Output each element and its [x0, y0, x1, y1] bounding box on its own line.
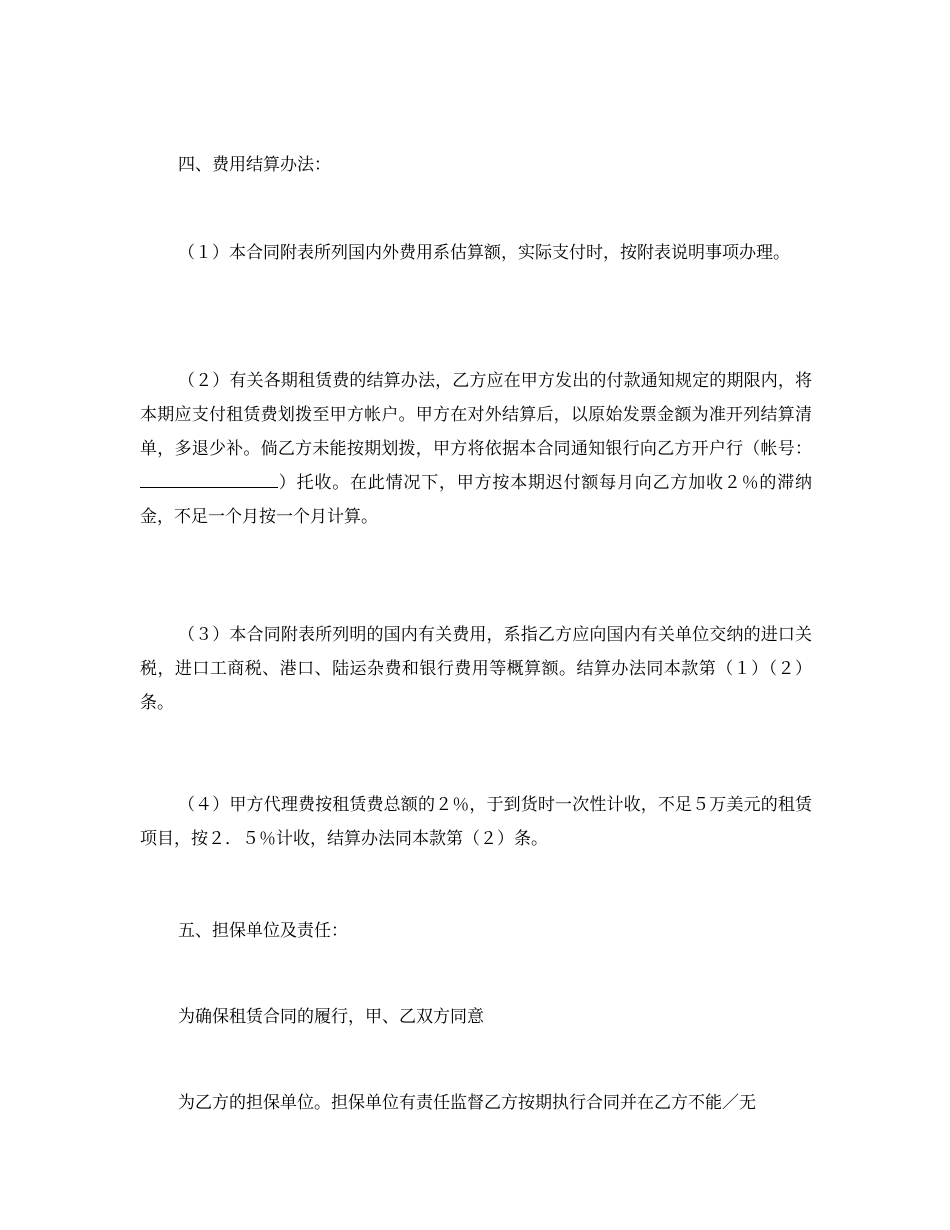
clause-3: （３）本合同附表所列明的国内有关费用，系指乙方应向国内有关单位交纳的进口关税，进口工商税、港口、陆运杂费和银行费用等概算额。结算办法同本款第（１）（２）条。 [140, 625, 812, 713]
section-4-heading: 四、费用结算办法： [178, 155, 331, 175]
clause-1: （１）本合同附表所列国内外费用系估算额，实际支付时，按附表说明事项办理。 [178, 243, 790, 263]
clause-4: （４）甲方代理费按租赁费总额的２％，于到货时一次性计收，不足５万美元的租赁项目，按２．５％计收，结算办法同本款第（２）条。 [140, 795, 812, 849]
clause-2-text-before-account: （２）有关各期租赁费的结算办法，乙方应在甲方发出的付款通知规定的期限内，将本期应支付租赁费划拨至甲方帐户。甲方在对外结算后，以原始发票金额为准开列结算清单，多退少补。倘乙方未能按期划拨，甲方将依据本合同通知银行向乙方开户行（帐号： [140, 371, 812, 459]
section-5-heading: 五、担保单位及责任： [178, 921, 348, 941]
clause-2-text-after-account: ）托收。在此情况下，甲方按本期迟付额每月向乙方加收２％的滞纳金，不足一个月按一个月计算。 [140, 473, 812, 527]
account-number-blank [140, 469, 278, 488]
clause-2 [140, 364, 812, 534]
section-5-paragraph-2: 为乙方的担保单位。担保单位有责任监督乙方按期执行合同并在乙方不能／无 [178, 1093, 756, 1113]
section-5-paragraph-1: 为确保租赁合同的履行，甲、乙双方同意 [178, 1007, 484, 1027]
